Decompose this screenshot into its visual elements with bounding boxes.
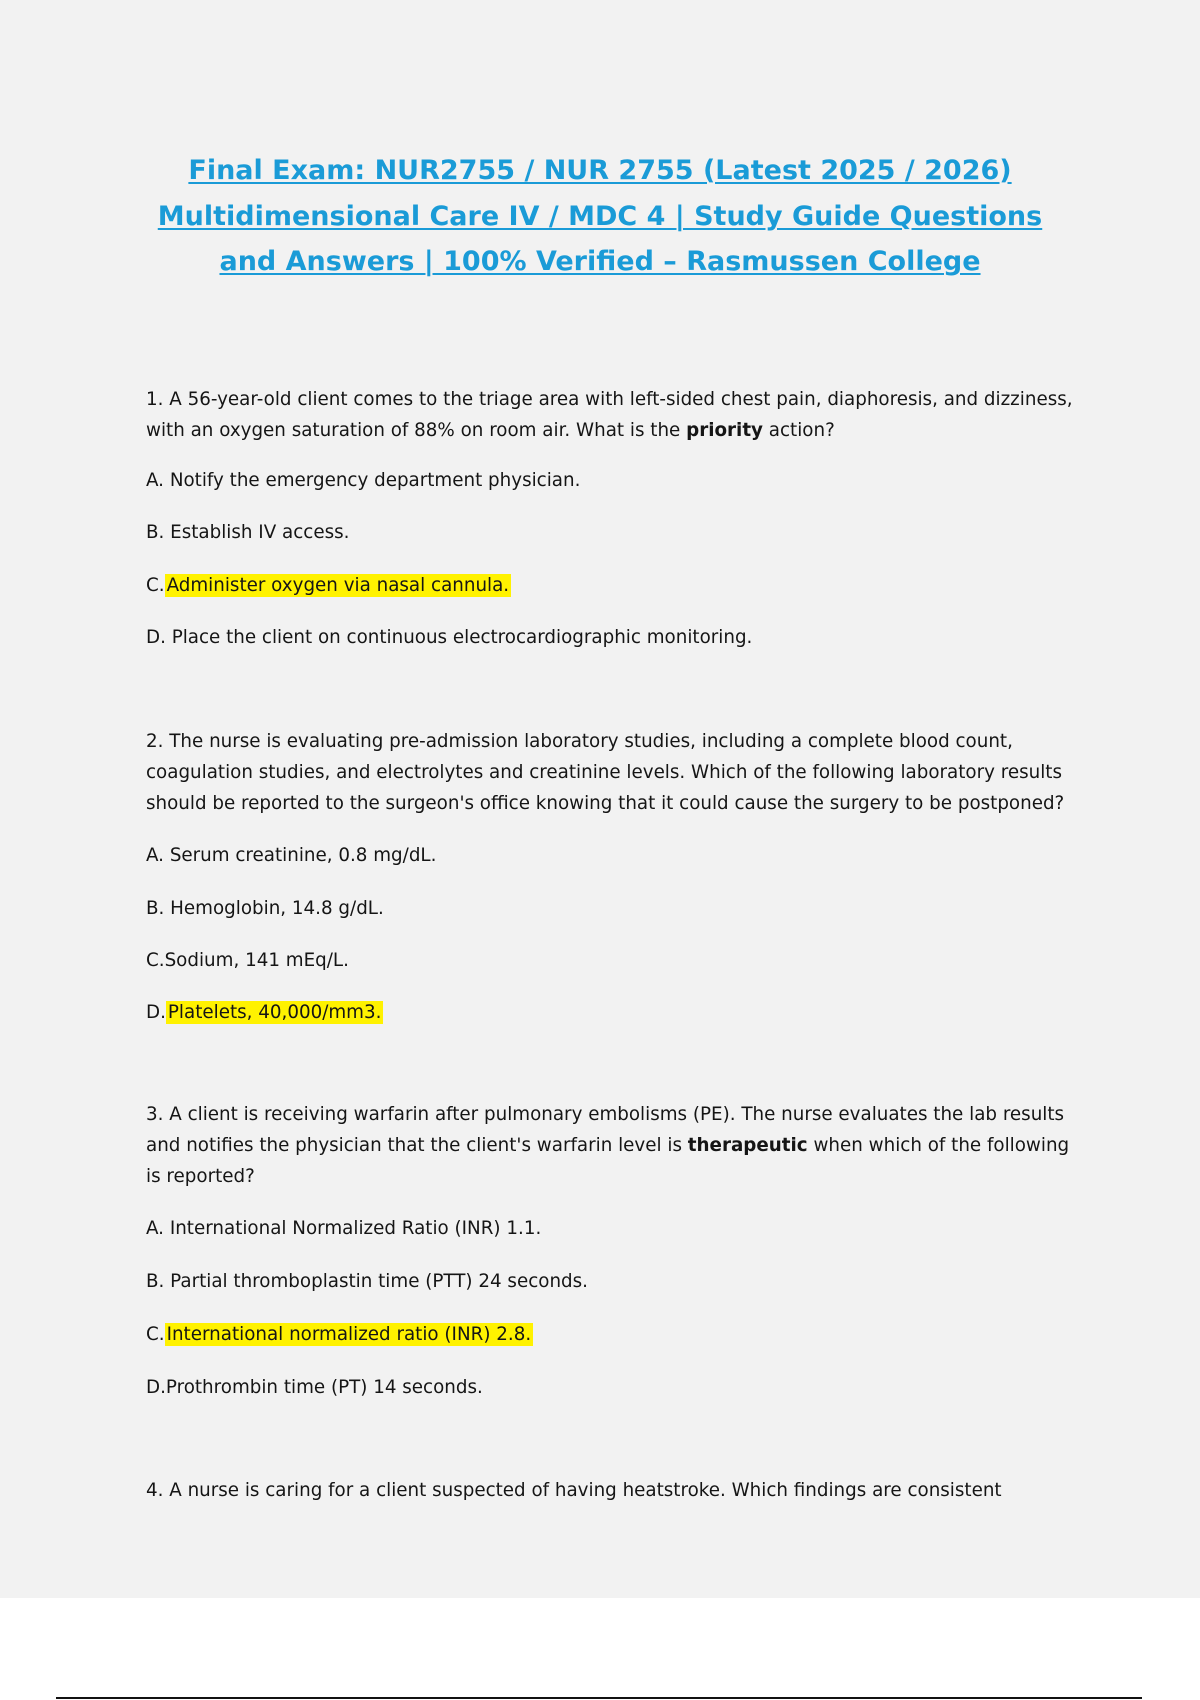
question-3 [146, 1099, 1086, 1403]
option-b: B. Hemoglobin, 14.8 g/dL. [146, 898, 384, 919]
option-d: D.Prothrombin time (PT) 14 seconds. [146, 1377, 483, 1398]
option-c-correct: C. International normalized ratio (INR) 2.8. [146, 1324, 532, 1345]
option-a: A. Serum creatinine, 0.8 mg/dL. [146, 845, 437, 866]
document-title[interactable] [100, 148, 1100, 285]
title-line-1[interactable]: Final Exam: NUR2755 / NUR 2755 (Latest 2025 / 2026) [188, 155, 1012, 186]
option-b: B. Partial thromboplastin time (PTT) 24 seconds. [146, 1271, 588, 1292]
question-text: 4. A nurse is caring for a client suspected of having heatstroke. Which findings are consistent [146, 1480, 1002, 1501]
question-emphasis: priority [686, 420, 763, 441]
question-4 [146, 1475, 1086, 1506]
question-emphasis: therapeutic [687, 1135, 808, 1156]
option-d-correct: D. Platelets, 40,000/mm3. [146, 1002, 382, 1023]
question-text: 3. A client is receiving warfarin after pulmonary embolisms (PE). The nurse evaluates the lab results and notifies the physician that the client's warfarin level is therapeutic when which of the following is reported? [146, 1104, 1070, 1187]
title-line-3[interactable]: and Answers | 100% Verified – Rasmussen College [219, 246, 981, 277]
option-d: D. Place the client on continuous electrocardiographic monitoring. [146, 627, 753, 648]
option-a: A. Notify the emergency department physician. [146, 470, 581, 491]
questions-content [146, 384, 1086, 1506]
answer-highlight: Administer oxygen via nasal cannula. [166, 575, 510, 596]
option-b: B. Establish IV access. [146, 522, 350, 543]
question-1 [146, 384, 1086, 653]
answer-highlight: International normalized ratio (INR) 2.8. [166, 1324, 532, 1345]
title-line-2[interactable]: Multidimensional Care IV / MDC 4 | Study Guide Questions [157, 200, 1043, 232]
option-c: C.Sodium, 141 mEq/L. [146, 950, 349, 971]
option-a: A. International Normalized Ratio (INR) 1.1. [146, 1218, 542, 1239]
question-2 [146, 726, 1086, 1028]
page-divider [56, 1697, 1142, 1699]
option-c-correct: C. Administer oxygen via nasal cannula. [146, 575, 510, 596]
answer-highlight: Platelets, 40,000/mm3. [167, 1002, 382, 1023]
question-text: 1. A 56-year-old client comes to the triage area with left-sided chest pain, diaphoresis, and dizziness, with an oxygen saturation of 88% on room air. What is the priority action? [146, 389, 1073, 441]
question-text: 2. The nurse is evaluating pre-admission laboratory studies, including a complete blood count, coagulation studies, and electrolytes and creatinine levels. Which of the following laboratory results should be reported to the surgeon's office knowing that it could cause the surgery to be postponed? [146, 731, 1065, 814]
